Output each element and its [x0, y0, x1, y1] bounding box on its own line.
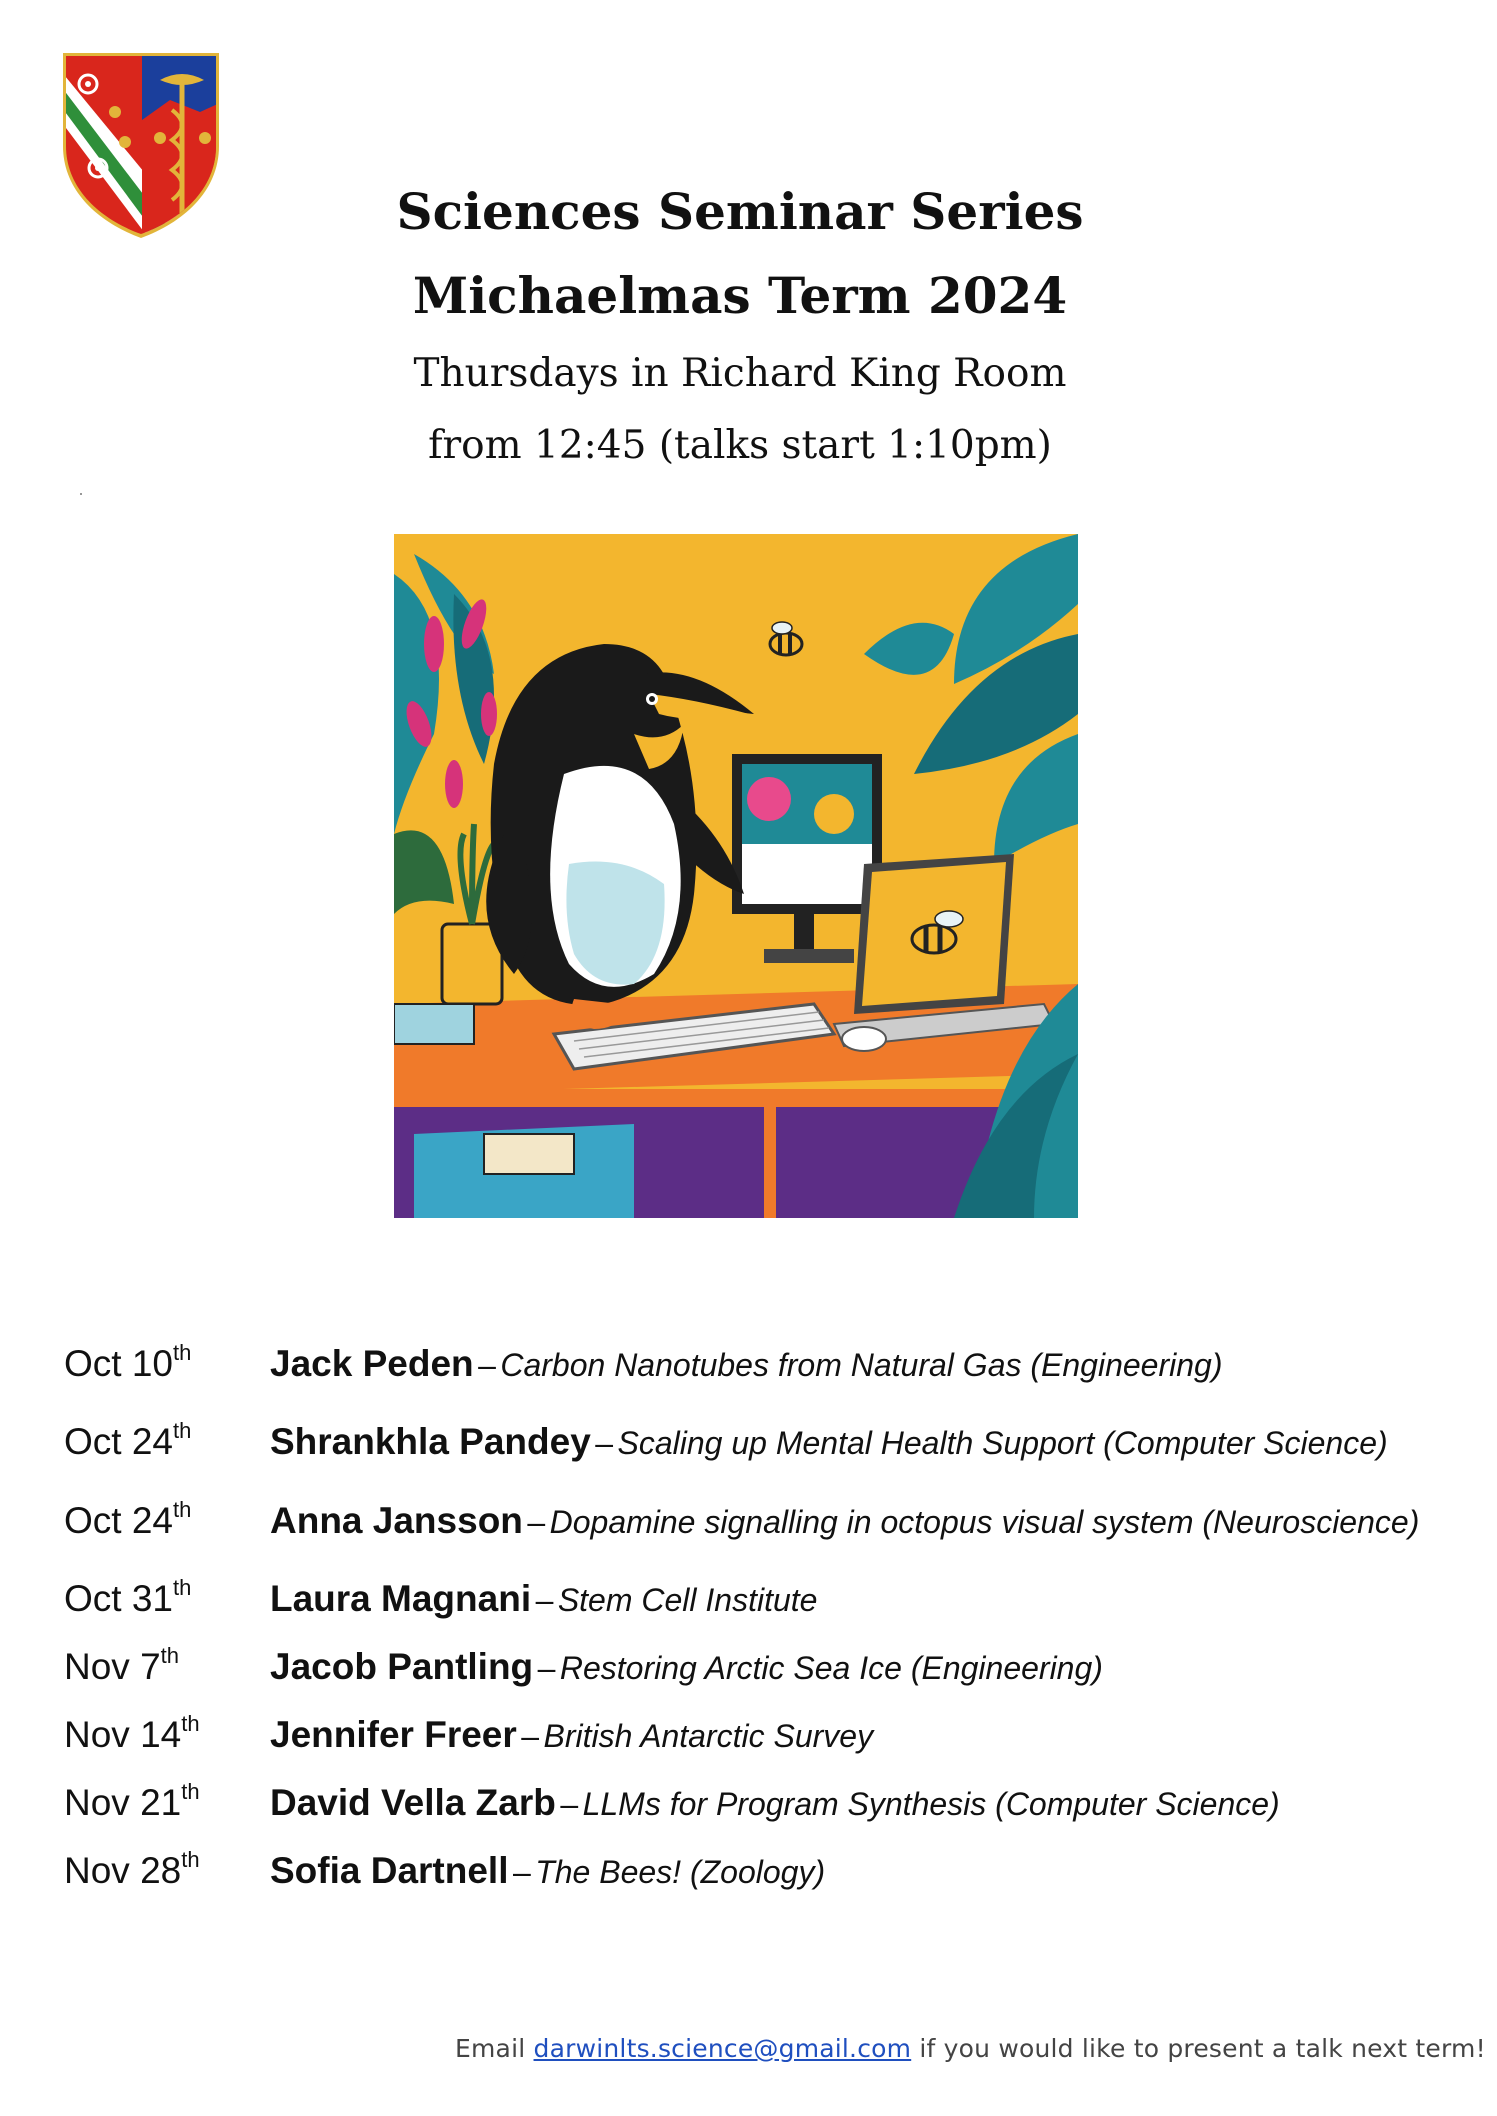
footer-prefix: Email	[455, 2034, 526, 2063]
footer-suffix: if you would like to present a talk next term!	[919, 2034, 1486, 2063]
talk-date: Nov 28th	[64, 1847, 200, 1891]
talk-date: Oct 24th	[64, 1497, 192, 1541]
talk-date: Oct 24th	[64, 1418, 192, 1462]
talk-details: Jennifer Freer – British Antarctic Survey	[270, 1714, 874, 1755]
talk-date: Nov 21th	[64, 1779, 200, 1823]
term-title: Michaelmas Term 2024	[412, 266, 1068, 325]
talk-date: Nov 7th	[64, 1643, 180, 1687]
speaker-name: Anna Jansson	[270, 1500, 523, 1541]
talk-details: Jacob Pantling – Restoring Arctic Sea Ice (Engineering)	[270, 1646, 1103, 1687]
series-title: Sciences Seminar Series	[396, 182, 1084, 241]
speaker-name: Shrankhla Pandey	[270, 1421, 591, 1462]
talk-topic: British Antarctic Survey	[543, 1718, 874, 1754]
footer-note	[455, 2034, 1486, 2063]
penguin-at-computer-illustration	[394, 534, 1078, 1218]
stray-dot	[80, 493, 82, 495]
talk-details: Sofia Dartnell – The Bees! (Zoology)	[270, 1850, 826, 1891]
talk-topic: Dopamine signalling in octopus visual system (Neuroscience)	[549, 1504, 1420, 1540]
header	[300, 170, 1180, 482]
talk-details: Anna Jansson – Dopamine signalling in octopus visual system (Neuroscience)	[270, 1500, 1420, 1541]
talk-topic: Stem Cell Institute	[557, 1582, 818, 1618]
speaker-name: Jack Peden	[270, 1343, 474, 1384]
time-text: from 12:45 (talks start 1:10pm)	[428, 423, 1052, 468]
speaker-name: Jacob Pantling	[270, 1646, 534, 1687]
talk-topic: LLMs for Program Synthesis (Computer Science)	[582, 1786, 1280, 1822]
email-link[interactable]: darwinlts.science@gmail.com	[533, 2034, 912, 2063]
talk-date: Nov 14th	[64, 1711, 200, 1755]
talk-details: David Vella Zarb – LLMs for Program Synthesis (Computer Science)	[270, 1782, 1280, 1823]
talk-details: Laura Magnani – Stem Cell Institute	[270, 1578, 818, 1619]
speaker-name: David Vella Zarb	[270, 1782, 556, 1823]
talk-topic: Restoring Arctic Sea Ice (Engineering)	[559, 1650, 1103, 1686]
talk-topic: Carbon Nanotubes from Natural Gas (Engineering)	[500, 1347, 1223, 1383]
college-crest-icon	[60, 50, 222, 240]
speaker-name: Laura Magnani	[270, 1578, 532, 1619]
talk-topic: The Bees! (Zoology)	[535, 1854, 826, 1890]
venue-text: Thursdays in Richard King Room	[413, 351, 1067, 396]
speaker-name: Jennifer Freer	[270, 1714, 517, 1755]
talk-details: Jack Peden – Carbon Nanotubes from Natural Gas (Engineering)	[270, 1343, 1223, 1384]
talk-topic: Scaling up Mental Health Support (Computer Science)	[617, 1425, 1388, 1461]
speaker-name: Sofia Dartnell	[270, 1850, 509, 1891]
talk-details: Shrankhla Pandey – Scaling up Mental Health Support (Computer Science)	[270, 1421, 1388, 1462]
talk-date: Oct 10th	[64, 1340, 192, 1384]
talk-date: Oct 31th	[64, 1575, 192, 1619]
